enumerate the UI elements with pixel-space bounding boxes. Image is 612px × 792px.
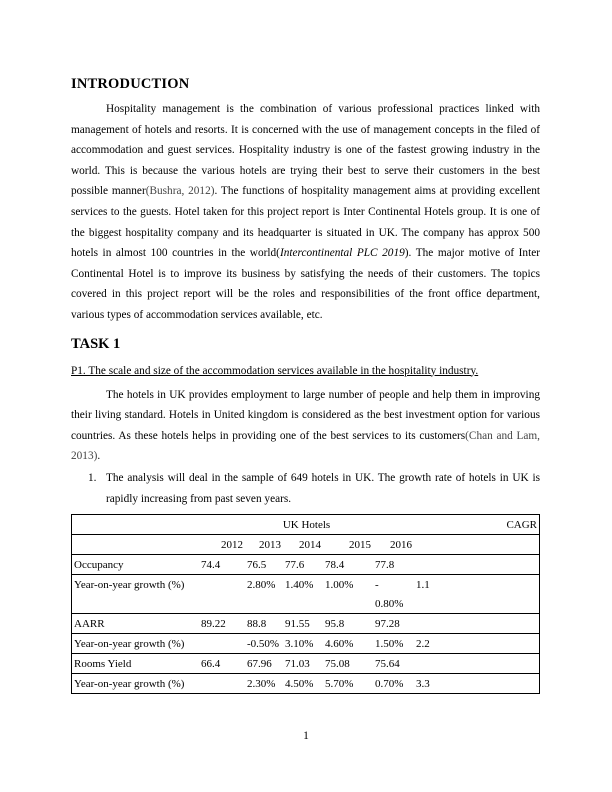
table-cell: 78.4 [323,555,373,575]
table-cell [414,555,448,575]
table-cell: 77.6 [283,555,323,575]
table-row [72,674,540,694]
table-cell: 95.8 [323,614,373,634]
table-cell [199,575,245,595]
year-header: 2014 [283,535,323,555]
table-cell: 89.22 [199,614,245,634]
table-cell: - [373,575,414,595]
row-label: Year-on-year growth (%) [72,575,200,595]
cagr-header: CAGR [506,518,537,531]
table-cell: 91.55 [283,614,323,634]
table-year-row [72,535,540,555]
table-cell: 97.28 [373,614,414,634]
table-cell: 3.10% [283,634,323,654]
citation-chan-lam: (Chan and Lam, 2013) [71,429,540,463]
introduction-paragraph [71,99,540,326]
task-text-end: . [97,450,101,463]
table-cell: 0.70% [373,674,414,694]
citation-intercontinental: Intercontinental PLC 2019 [279,247,405,260]
table-row [72,634,540,654]
table-cell: 5.70% [323,674,373,694]
table-row [72,575,540,595]
table-cell: 2.80% [245,575,283,595]
year-header: 2013 [245,535,283,555]
table-row-continuation [72,594,540,614]
row-label: Year-on-year growth (%) [72,674,200,694]
table-cell: 76.5 [245,555,283,575]
cagr-cell: 3.3 [414,674,448,694]
table-cell: 88.8 [245,614,283,634]
table-row [72,555,540,575]
task-text: The hotels in UK provides employment to large number of people and help them in improving their living standard. Hotels in United kingdom is considered as the best investment option for various countries. As these hotels helps in providing one of the best services to its customers [71,388,540,442]
table-title-row [72,515,540,535]
task-heading: TASK 1 [71,335,121,352]
document-page [71,76,540,694]
table-cell [199,634,245,654]
list-item [71,468,540,509]
cagr-cell: 1.1 [414,575,448,595]
table-cell: 1.50% [373,634,414,654]
table-cell: -0.50% [245,634,283,654]
year-header: 2016 [373,535,414,555]
intro-text-2: . The functions of hospitality management aims at providing excellent services to the guests. Hotel taken for this project report is Inter Continental Hotels group. It is one of the biggest hospitality company and its headquarter is situated in UK. The company has approx 500 hotels in almost 100 countries in the world( [71,185,540,260]
row-label: Year-on-year growth (%) [72,634,200,654]
table-row [72,614,540,634]
table-cell: 67.96 [245,654,283,674]
introduction-heading: INTRODUCTION [71,76,190,92]
year-header: 2012 [199,535,245,555]
table-cell: 1.40% [283,575,323,595]
cagr-cell: 2.2 [414,634,448,654]
table-cell: 71.03 [283,654,323,674]
table-cell: 1.00% [323,575,373,595]
table-cell: 77.8 [373,555,414,575]
table-cell: 4.50% [283,674,323,694]
table-cell [414,654,448,674]
row-label: Occupancy [72,555,200,575]
table-cell: 75.64 [373,654,414,674]
table-cell: 0.80% [375,597,404,610]
citation-bushra: (Bushra, 2012) [145,185,215,198]
intro-text-1: Hospitality management is the combination of various professional practices linked with management of hotels and resorts. It is concerned with the use of management concepts in the filed of accommodation and guest services. Hospitality industry is one of the fastest growing industry in the world. This is because the various hotels are trying their best to serve their customers in the best possible manner [71,103,540,198]
list-number: 1. [88,471,97,484]
table-cell: 4.60% [323,634,373,654]
uk-hotels-table [71,514,540,694]
intro-text-3: ). The major motive of Inter Continental Hotel is to improve its business by satisfying the needs of their customers. The topics covered in this project report will be the roles and responsibilities of the front office department, various types of accommodation services available, etc. [71,247,540,321]
row-label: Rooms Yield [72,654,200,674]
row-label: AARR [72,614,200,634]
list-text: The analysis will deal in the sample of 649 hotels in UK. The growth rate of hotels in UK is rapidly increasing from past seven years. [106,471,540,505]
table-row [72,654,540,674]
table-cell: 74.4 [199,555,245,575]
year-header: 2015 [323,535,373,555]
page-number: 1 [303,730,309,742]
task-subheading: P1. The scale and size of the accommodation services available in the hospitality industry. [71,364,479,377]
table-cell: 75.08 [323,654,373,674]
task-paragraph [71,385,540,467]
table-cell [199,674,245,694]
table-cell: 66.4 [199,654,245,674]
table-title: UK Hotels [282,518,331,531]
table-cell: 2.30% [245,674,283,694]
table-cell [414,614,448,634]
